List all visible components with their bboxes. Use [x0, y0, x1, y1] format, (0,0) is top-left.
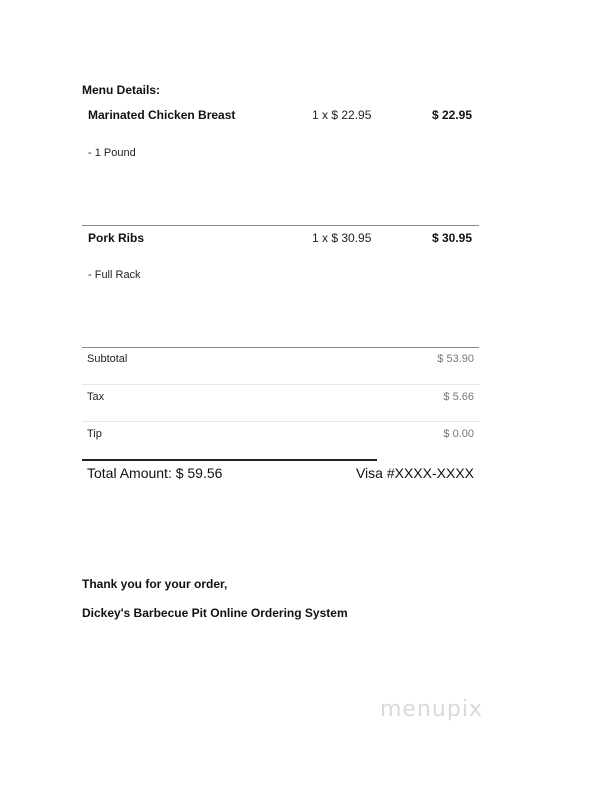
tip-value: $ 0.00 — [443, 428, 474, 440]
item-divider — [82, 225, 479, 226]
subtotal-value: $ 53.90 — [437, 353, 474, 365]
total-divider — [82, 459, 377, 461]
payment-method: Visa #XXXX-XXXX — [355, 465, 474, 481]
item-total: $ 22.95 — [431, 108, 472, 122]
item-qty-price: 1 x $ 22.95 — [312, 108, 372, 122]
item-name: Pork Ribs — [88, 231, 145, 245]
ordering-system-text: Dickey's Barbecue Pit Online Ordering System — [82, 606, 348, 620]
menu-details-heading: Menu Details: — [82, 83, 161, 97]
summary-row-divider — [82, 384, 479, 385]
item-modifier: - 1 Pound — [88, 147, 136, 159]
item-qty-price: 1 x $ 30.95 — [312, 231, 372, 245]
watermark-logo: menupix — [380, 697, 483, 722]
tax-value: $ 5.66 — [443, 391, 474, 403]
item-name: Marinated Chicken Breast — [88, 108, 236, 122]
thank-you-text: Thank you for your order, — [82, 577, 228, 591]
summary-row-divider — [82, 421, 479, 422]
subtotal-label: Subtotal — [87, 353, 128, 365]
tip-label: Tip — [87, 428, 102, 440]
item-total: $ 30.95 — [431, 231, 472, 245]
item-modifier: - Full Rack — [88, 269, 141, 281]
summary-divider — [82, 347, 479, 348]
total-amount: Total Amount: $ 59.56 — [87, 465, 223, 481]
tax-label: Tax — [87, 391, 105, 403]
